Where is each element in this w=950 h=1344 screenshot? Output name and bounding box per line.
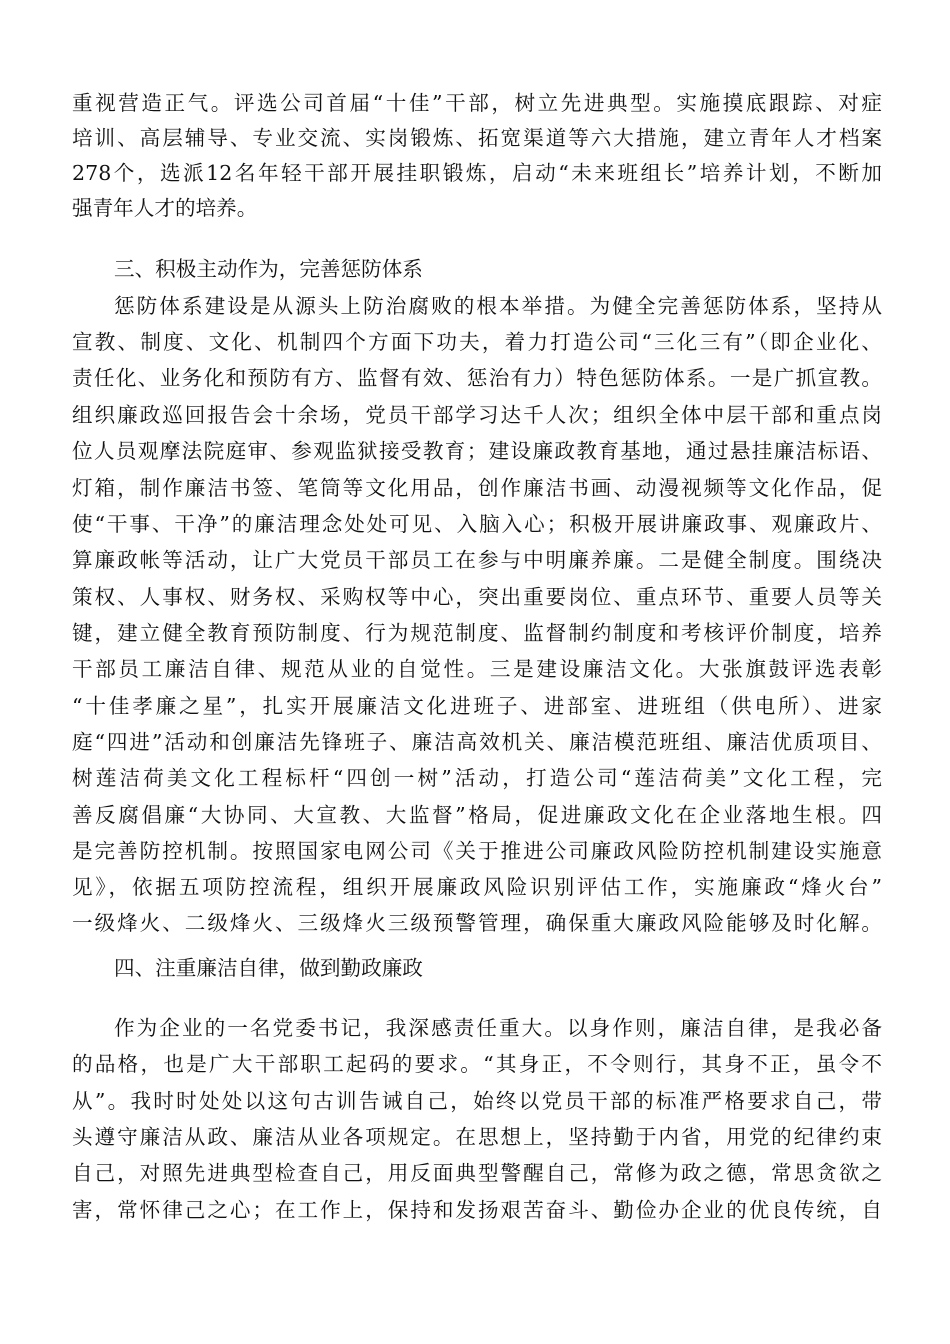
text-line: 害，常怀律己之心；在工作上，保持和发扬艰苦奋斗、勤俭办企业的优良传统，自 [72,1198,882,1222]
text-line: 头遵守廉洁从政、廉洁从业各项规定。在思想上，坚持勤于内省，用党的纪律约束 [72,1125,882,1149]
text-line: 的品格，也是广大干部职工起码的要求。“其身正，不令则行，其身不正，虽令不 [72,1052,882,1076]
text-line: 组织廉政巡回报告会十余场，党员干部学习达千人次；组织全体中层干部和重点岗 [72,403,882,427]
text-line: 自己，对照先进典型检查自己，用反面典型警醒自己，常修为政之德，常思贪欲之 [72,1161,882,1185]
text-line: 位人员观摩法院庭审、参观监狱接受教育；建设廉政教育基地，通过悬挂廉洁标语、 [72,439,882,463]
text-line: 作为企业的一名党委书记，我深感责任重大。以身作则，廉洁自律，是我必备 [114,1016,882,1040]
text-line: 惩防体系建设是从源头上防治腐败的根本举措。为健全完善惩防体系，坚持从 [114,294,882,318]
section-heading: 三、积极主动作为，完善惩防体系 [114,257,423,281]
text-line: 是完善防控机制。按照国家电网公司《关于推进公司廉政风险防控机制建设实施意 [72,839,882,863]
text-line: 策权、人事权、财务权、采购权等中心，突出重要岗位、重点环节、重要人员等关 [72,585,882,609]
text-line: 树莲洁荷美文化工程标杆“四创一树”活动，打造公司“莲洁荷美”文化工程，完 [72,766,882,790]
text-line: 宣教、制度、文化、机制四个方面下功夫，着力打造公司“三化三有”（即企业化、 [72,330,882,354]
text-line: 从”。我时时处处以这句古训告诫自己，始终以党员干部的标准严格要求自己，带 [72,1089,882,1113]
text-line: 灯箱，制作廉洁书签、笔筒等文化用品，创作廉洁书画、动漫视频等文化作品，促 [72,476,882,500]
text-line: 强青年人才的培养。 [72,196,258,220]
text-line: 见》，依据五项防控流程，组织开展廉政风险识别评估工作，实施廉政“烽火台” [72,875,882,899]
text-line: 278个，选派12名年轻干部开展挂职锻炼，启动“未来班组长”培养计划，不断加 [72,161,882,185]
text-line: 算廉政帐等活动，让广大党员干部员工在参与中明廉养廉。二是健全制度。围绕决 [72,548,882,572]
text-line: 培训、高层辅导、专业交流、实岗锻炼、拓宽渠道等六大措施，建立青年人才档案 [72,126,882,150]
text-line: 干部员工廉洁自律、规范从业的自觉性。三是建设廉洁文化。大张旗鼓评选表彰 [72,657,882,681]
text-line: 使“干事、干净”的廉洁理念处处可见、入脑入心；积极开展讲廉政事、观廉政片、 [72,512,882,536]
section-heading: 四、注重廉洁自律，做到勤政廉政 [114,956,423,980]
text-line: 善反腐倡廉“大协同、大宣教、大监督”格局，促进廉政文化在企业落地生根。四 [72,803,882,827]
text-line: 责任化、业务化和预防有方、监督有效、惩治有力）特色惩防体系。一是广抓宣教。 [72,366,882,390]
text-line: “十佳孝廉之星”，扎实开展廉洁文化进班子、进部室、进班组（供电所）、进家 [72,694,882,718]
text-line: 键，建立健全教育预防制度、行为规范制度、监督制约制度和考核评价制度，培养 [72,621,882,645]
text-line: 一级烽火、二级烽火、三级烽火三级预警管理，确保重大廉政风险能够及时化解。 [72,911,882,935]
text-line: 重视营造正气。评选公司首届“十佳”干部，树立先进典型。实施摸底跟踪、对症 [72,91,882,115]
text-line: 庭“四进”活动和创廉洁先锋班子、廉洁高效机关、廉洁模范班组、廉洁优质项目、 [72,730,882,754]
